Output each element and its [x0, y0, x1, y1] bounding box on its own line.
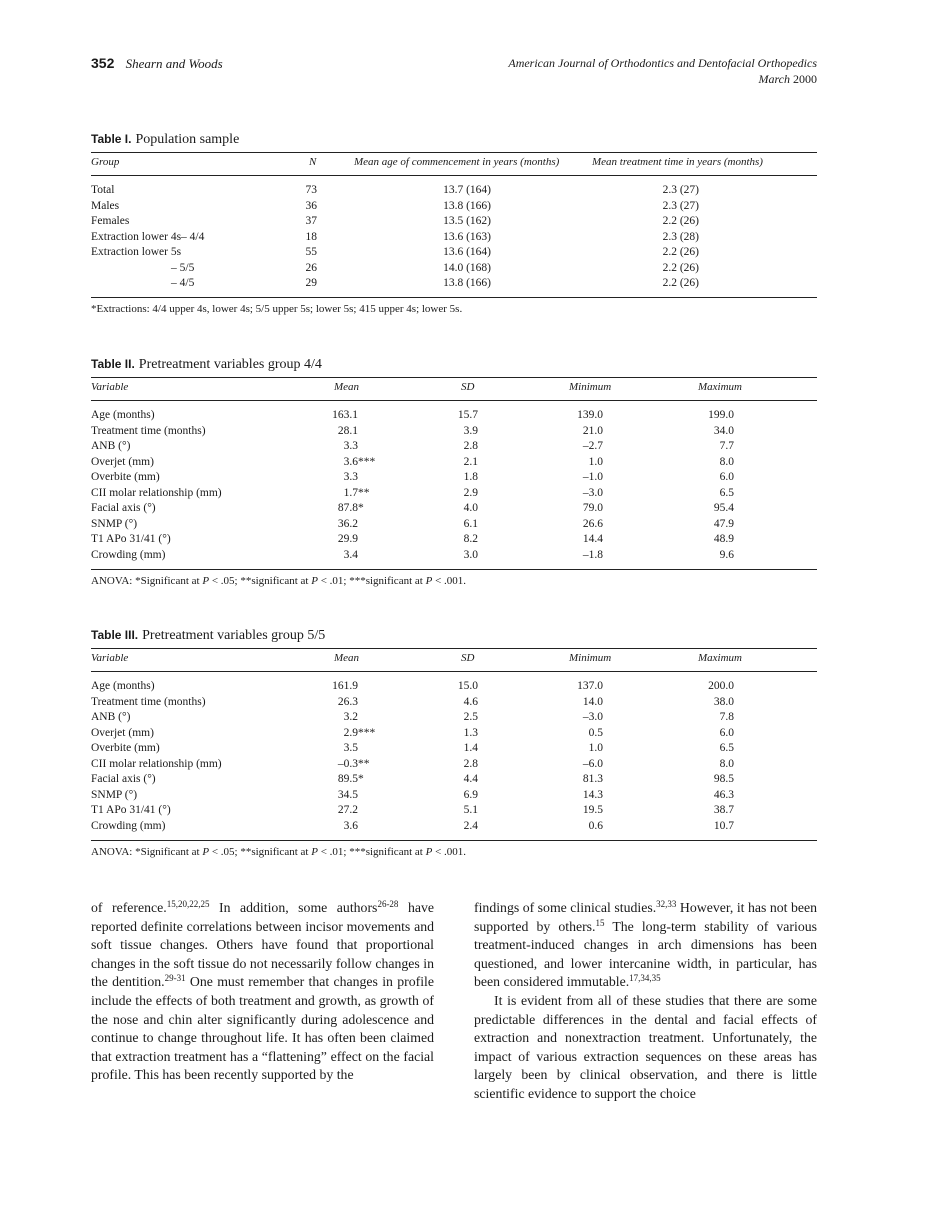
- cell-max: 199.0: [708, 409, 734, 421]
- cell-time: 2.3 (27): [662, 184, 699, 196]
- significance-marker: *: [358, 773, 364, 785]
- table-body: [91, 680, 817, 835]
- cell-age: 13.6 (164): [443, 246, 491, 258]
- cell-min: 26.6: [582, 517, 603, 530]
- table-row: [91, 680, 817, 696]
- journal-title: American Journal of Orthodontics and Dentofacial Orthopedics: [508, 56, 817, 70]
- table-bottom-rule: [91, 569, 817, 570]
- cell-sd: 3.0: [463, 548, 478, 561]
- cell-variable: Crowding (mm): [91, 548, 166, 561]
- cell-age: 13.8 (166): [443, 277, 491, 289]
- body-text: have reported definite correlations between incisor movements and soft tissue changes. Others have found that proportional changes in the soft tissue do not necessarily follow changes in the dentition.: [91, 900, 434, 990]
- p-value-symbol: P: [202, 575, 210, 587]
- cell-mean: [338, 804, 358, 816]
- mean-value: 3.6: [343, 819, 358, 832]
- table-row: [91, 425, 817, 441]
- mean-value: 3.5: [343, 742, 358, 754]
- mean-value: –0.3: [337, 757, 358, 770]
- significance-marker: ***: [358, 455, 376, 468]
- table-row: [91, 409, 817, 425]
- body-text: findings of some clinical studies.: [474, 900, 657, 915]
- mean-value: 3.6: [343, 455, 358, 468]
- p-value-symbol: P: [425, 575, 433, 587]
- table-row: [91, 200, 817, 216]
- column-header-group: Group: [91, 156, 120, 168]
- cell-variable: Overjet (mm): [91, 455, 154, 468]
- cell-time: 2.2 (26): [662, 215, 699, 227]
- cell-variable: Crowding (mm): [91, 819, 166, 832]
- p-value-symbol: P: [425, 846, 433, 858]
- column-header-minimum: Minimum: [569, 381, 612, 393]
- cell-variable: Treatment time (months): [91, 424, 206, 437]
- mean-value: 3.3: [343, 440, 358, 452]
- mean-value: 89.5: [337, 773, 358, 785]
- cell-variable: Treatment time (months): [91, 695, 206, 708]
- cell-sd: 6.9: [463, 788, 478, 801]
- body-column-right: [474, 899, 817, 1104]
- cell-mean: [338, 773, 364, 785]
- table-row: [91, 215, 817, 231]
- body-paragraph: [474, 992, 817, 1104]
- cell-group: Females: [91, 215, 130, 227]
- column-header-age: Mean age of commencement in years (months): [354, 156, 560, 168]
- table-row: [91, 262, 817, 278]
- cell-max: 95.4: [713, 502, 734, 514]
- cell-min: 0.6: [588, 819, 603, 832]
- p-value-symbol: P: [311, 846, 318, 858]
- table-top-rule: [91, 648, 817, 649]
- cell-sd: 2.5: [463, 711, 478, 723]
- table-footnote: *Extractions: 4/4 upper 4s, lower 4s; 5/5 upper 5s; lower 5s; 415 upper 4s; lower 5s.: [91, 303, 463, 315]
- cell-sd: 2.4: [463, 819, 478, 832]
- significance-marker: ***: [358, 726, 376, 739]
- body-text: One must remember that changes in profile include the effects of both treatment and growth, as growth of the nose and chin alter significantly during adolescence and continue to change throughout life. It has often been claimed that extraction treatment has a “flattening” effect on the facial profile. This has been recently supported by the: [91, 974, 434, 1083]
- table-header-rule: [91, 175, 817, 176]
- cell-min: 0.5: [588, 726, 603, 739]
- citation-superscript: 32,33: [656, 899, 677, 909]
- table-row: [91, 440, 817, 456]
- cell-time: 2.3 (27): [662, 199, 699, 212]
- cell-mean: [344, 820, 358, 832]
- cell-group: Extraction lower 5s: [91, 246, 182, 258]
- cell-max: 7.7: [719, 440, 734, 452]
- table-title: Population sample: [135, 132, 240, 147]
- cell-group: Total: [91, 184, 115, 196]
- cell-sd: 2.1: [463, 455, 478, 468]
- cell-max: 6.0: [719, 726, 734, 739]
- mean-value: 2.9: [343, 726, 358, 739]
- body-text: In addition, some authors: [209, 900, 378, 915]
- mean-value: 1.7: [343, 486, 358, 499]
- cell-mean: [338, 518, 358, 530]
- column-header-n: N: [309, 156, 317, 168]
- table-caption: [91, 355, 322, 373]
- running-author: Shearn and Woods: [125, 56, 223, 71]
- table-footnote: [91, 846, 466, 858]
- table-row: [91, 502, 817, 518]
- mean-value: 161.9: [332, 680, 358, 692]
- table-row: [91, 758, 817, 774]
- citation-superscript: 29-31: [164, 973, 186, 984]
- significance-marker: **: [358, 486, 370, 499]
- cell-variable: CII molar relationship (mm): [91, 757, 222, 770]
- body-text: However, it has not been supported by others.: [474, 900, 817, 934]
- citation-superscript: 26-28: [377, 899, 399, 909]
- footnote-text: < .01; ***significant at: [317, 846, 426, 858]
- cell-group: – 4/5: [171, 277, 195, 289]
- cell-sd: 8.2: [463, 533, 478, 545]
- cell-max: 10.7: [713, 819, 734, 832]
- cell-min: 1.0: [588, 742, 603, 754]
- cell-sd: 1.3: [463, 726, 478, 739]
- table-row: [91, 518, 817, 534]
- cell-sd: 1.4: [463, 742, 478, 754]
- table-row: [91, 456, 817, 472]
- table-row: [91, 231, 817, 247]
- table-row: [91, 487, 817, 503]
- mean-value: 29.9: [337, 533, 358, 545]
- table-top-rule: [91, 152, 817, 153]
- cell-n: 73: [305, 184, 317, 196]
- cell-sd: 2.9: [463, 486, 478, 499]
- cell-n: 18: [305, 230, 317, 243]
- cell-age: 13.5 (162): [443, 215, 491, 227]
- running-header-right: [508, 55, 817, 87]
- footnote-text: < .001.: [432, 846, 467, 858]
- table-top-rule: [91, 377, 817, 378]
- table-row: [91, 246, 817, 262]
- cell-variable: Age (months): [91, 409, 155, 421]
- table-caption: [91, 130, 239, 148]
- cell-min: 1.0: [588, 455, 603, 468]
- cell-max: 8.0: [719, 455, 734, 468]
- issue-month: March: [758, 72, 790, 86]
- cell-min: –2.7: [582, 440, 603, 452]
- significance-marker: **: [358, 757, 370, 770]
- cell-min: 137.0: [577, 680, 603, 692]
- table-row: [91, 696, 817, 712]
- citation-superscript: 17,34,35: [629, 973, 661, 984]
- cell-age: 13.6 (163): [443, 230, 491, 243]
- cell-sd: 6.1: [463, 517, 478, 530]
- cell-min: –3.0: [582, 711, 603, 723]
- cell-time: 2.2 (26): [662, 261, 699, 274]
- cell-sd: 4.6: [463, 695, 478, 708]
- mean-value: 3.3: [343, 471, 358, 483]
- cell-min: –6.0: [582, 757, 603, 770]
- column-header-minimum: Minimum: [569, 652, 612, 664]
- cell-mean: [338, 758, 370, 770]
- table-row: [91, 549, 817, 565]
- mean-value: 163.1: [332, 409, 358, 421]
- cell-min: 139.0: [577, 409, 603, 421]
- cell-variable: ANB (°): [91, 440, 131, 452]
- cell-variable: Overbite (mm): [91, 742, 160, 754]
- table-label: Table I.: [91, 132, 132, 146]
- table-row: [91, 184, 817, 200]
- column-header-mean: Mean: [334, 381, 360, 393]
- cell-min: 14.0: [582, 695, 603, 708]
- cell-min: 19.5: [582, 804, 603, 816]
- cell-max: 38.7: [713, 804, 734, 816]
- cell-max: 200.0: [708, 680, 734, 692]
- cell-age: 14.0 (168): [443, 261, 491, 274]
- table-row: [91, 277, 817, 293]
- footnote-text: < .05; **significant at: [209, 575, 312, 587]
- body-paragraph: [91, 899, 434, 1085]
- cell-mean: [338, 502, 364, 514]
- table-title: Pretreatment variables group 4/4: [138, 357, 322, 372]
- cell-mean: [338, 533, 358, 545]
- cell-n: 26: [305, 261, 317, 274]
- cell-min: –3.0: [582, 486, 603, 499]
- cell-group: Males: [91, 199, 120, 212]
- footnote-text: < .001.: [432, 575, 467, 587]
- citation-superscript: 15: [595, 917, 605, 928]
- cell-n: 36: [305, 199, 317, 212]
- column-header-variable: Variable: [91, 381, 129, 393]
- cell-mean: [332, 680, 358, 692]
- p-value-symbol: P: [202, 846, 210, 858]
- cell-max: 8.0: [719, 757, 734, 770]
- cell-sd: 3.9: [463, 424, 478, 437]
- cell-age: 13.7 (164): [443, 184, 491, 196]
- cell-max: 47.9: [713, 517, 734, 530]
- table-footnote: [91, 575, 466, 587]
- cell-variable: T1 APo 31/41 (°): [91, 533, 171, 545]
- cell-sd: 5.1: [463, 804, 478, 816]
- body-paragraph: [474, 899, 817, 992]
- cell-n: 29: [305, 277, 317, 289]
- cell-min: 14.4: [582, 533, 603, 545]
- issue-year: 2000: [793, 72, 817, 86]
- table-header-rule: [91, 671, 817, 672]
- cell-mean: [344, 440, 358, 452]
- column-header-maximum: Maximum: [698, 381, 742, 393]
- p-value-symbol: P: [311, 575, 318, 587]
- table-title: Pretreatment variables group 5/5: [142, 628, 326, 643]
- body-text: The long-term stability of various treatment-induced changes in arch dimensions has been questioned, and lower intercanine width, in particular, has been considered immutable.: [474, 918, 818, 990]
- cell-variable: Overjet (mm): [91, 726, 154, 739]
- table-bottom-rule: [91, 840, 817, 841]
- table-row: [91, 533, 817, 549]
- cell-mean: [344, 711, 358, 723]
- cell-variable: CII molar relationship (mm): [91, 486, 222, 499]
- cell-group: – 5/5: [171, 261, 195, 274]
- cell-min: –1.8: [582, 548, 603, 561]
- column-header-mean: Mean: [334, 652, 360, 664]
- cell-sd: 2.8: [463, 757, 478, 770]
- cell-max: 48.9: [713, 533, 734, 545]
- cell-time: 2.2 (26): [662, 277, 699, 289]
- table-header-rule: [91, 400, 817, 401]
- cell-mean: [338, 696, 358, 708]
- table-label: Table II.: [91, 357, 135, 371]
- cell-variable: ANB (°): [91, 711, 131, 723]
- cell-min: –1.0: [582, 471, 603, 483]
- cell-variable: T1 APo 31/41 (°): [91, 804, 171, 816]
- cell-time: 2.2 (26): [662, 246, 699, 258]
- cell-variable: SNMP (°): [91, 517, 138, 530]
- cell-min: 14.3: [582, 788, 603, 801]
- column-header-sd: SD: [461, 652, 475, 664]
- cell-mean: [344, 456, 376, 468]
- cell-sd: 15.7: [457, 409, 478, 421]
- table-row: [91, 804, 817, 820]
- cell-sd: 1.8: [463, 471, 478, 483]
- mean-value: 27.2: [337, 804, 358, 816]
- table-row: [91, 727, 817, 743]
- cell-mean: [344, 471, 358, 483]
- column-header-sd: SD: [461, 381, 475, 393]
- footnote-text: < .05; **significant at: [209, 846, 312, 858]
- cell-age: 13.8 (166): [443, 199, 491, 212]
- mean-value: 34.5: [337, 788, 358, 801]
- cell-mean: [344, 727, 376, 739]
- cell-max: 6.5: [719, 742, 734, 754]
- cell-sd: 2.8: [463, 440, 478, 452]
- cell-mean: [332, 409, 358, 421]
- mean-value: 26.3: [337, 695, 358, 708]
- cell-mean: [338, 789, 358, 801]
- table-row: [91, 820, 817, 836]
- table-bottom-rule: [91, 297, 817, 298]
- cell-max: 9.6: [719, 548, 734, 561]
- body-text: of reference.: [91, 900, 167, 915]
- cell-min: 79.0: [582, 502, 603, 514]
- citation-superscript: 15,20,22,25: [166, 899, 210, 909]
- table-row: [91, 789, 817, 805]
- mean-value: 36.2: [337, 517, 358, 530]
- cell-mean: [338, 425, 358, 437]
- cell-time: 2.3 (28): [662, 230, 699, 243]
- cell-max: 7.8: [719, 711, 734, 723]
- column-header-maximum: Maximum: [698, 652, 742, 664]
- cell-max: 6.0: [719, 471, 734, 483]
- cell-min: 21.0: [582, 424, 603, 437]
- cell-variable: Facial axis (°): [91, 773, 156, 785]
- table-row: [91, 742, 817, 758]
- cell-max: 6.5: [719, 486, 734, 499]
- table-caption: [91, 626, 325, 644]
- cell-group: Extraction lower 4s– 4/4: [91, 230, 205, 243]
- running-header-left: [91, 55, 223, 72]
- mean-value: 3.4: [343, 548, 358, 561]
- significance-marker: *: [358, 502, 364, 514]
- cell-min: 81.3: [582, 773, 603, 785]
- body-column-left: [91, 899, 434, 1085]
- issue-date: [508, 71, 817, 87]
- table-label: Table III.: [91, 628, 139, 642]
- cell-max: 46.3: [713, 788, 734, 801]
- mean-value: 87.8: [337, 502, 358, 514]
- cell-mean: [344, 549, 358, 561]
- cell-sd: 15.0: [457, 680, 478, 692]
- cell-n: 55: [305, 246, 317, 258]
- mean-value: 28.1: [337, 424, 358, 437]
- cell-variable: Age (months): [91, 680, 155, 692]
- cell-max: 38.0: [713, 695, 734, 708]
- cell-variable: Overbite (mm): [91, 471, 160, 483]
- page-number: 352: [91, 55, 115, 71]
- table-body: [91, 409, 817, 564]
- cell-max: 98.5: [713, 773, 734, 785]
- cell-sd: 4.4: [463, 773, 478, 785]
- table-row: [91, 711, 817, 727]
- cell-variable: SNMP (°): [91, 788, 138, 801]
- column-header-time: Mean treatment time in years (months): [592, 156, 763, 168]
- body-text: It is evident from all of these studies that there are some predictable differences in the dental and facial effects of extraction and nonextraction treatment. Unfortunately, the impact of various extraction sequences on these areas has largely been by clinical observation, and there is little scientific evidence to support the choice: [474, 992, 817, 1101]
- footnote-text: ANOVA: *Significant at: [91, 575, 203, 587]
- cell-max: 34.0: [713, 424, 734, 437]
- cell-mean: [344, 742, 358, 754]
- cell-sd: 4.0: [463, 502, 478, 514]
- cell-mean: [344, 487, 370, 499]
- footnote-text: ANOVA: *Significant at: [91, 846, 203, 858]
- footnote-text: < .01; ***significant at: [317, 575, 426, 587]
- table-row: [91, 471, 817, 487]
- mean-value: 3.2: [343, 711, 358, 723]
- cell-variable: Facial axis (°): [91, 502, 156, 514]
- table-body: [91, 184, 817, 293]
- column-header-variable: Variable: [91, 652, 129, 664]
- table-row: [91, 773, 817, 789]
- cell-n: 37: [305, 215, 317, 227]
